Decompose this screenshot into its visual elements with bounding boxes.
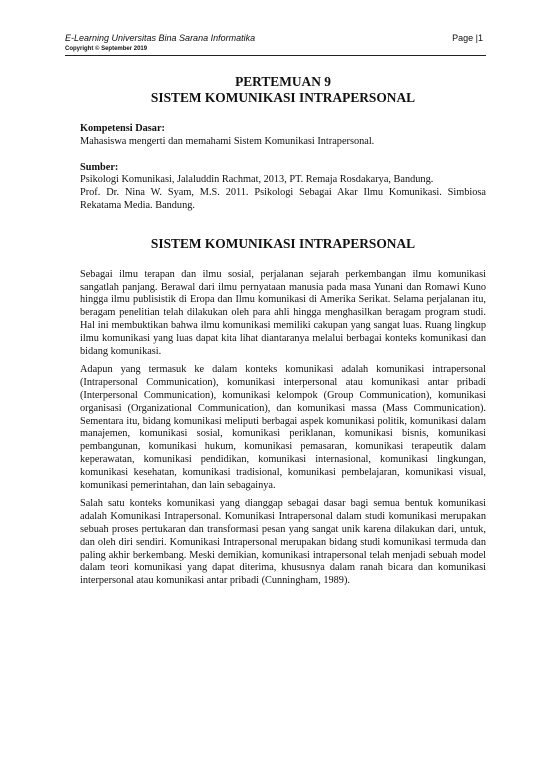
sumber-item-1: Psikologi Komunikasi, Jalaluddin Rachmat, 2013, PT. Remaja Rosdakarya, Bandung. [80, 174, 434, 186]
paragraph-3: Salah satu konteks komunikasi yang dianggap sebagai dasar bagi semua bentuk komunikasi adalah Komunikasi Intrapersonal. Komunikasi Intrapersonal dalam studi komunikasi merupakan sebuah proses pertukaran dan transformasi pesan yang sangat unik karena dilakukan dari, untuk, dan oleh diri sendiri. Komunikasi Intrapersonal merupakan bidang studi komunikasi termuda dan paling akhir berkembang. Meski demikian, komunikasi intrapersonal telah menjadi sebuah model dalam teori komunikasi yang dapat diterima, khususnya dalam ranah bicara dan komunikasi interpersonal atau komunikasi antar pribadi (Cunningham, 1989). [80, 498, 486, 587]
sumber-item-2: Prof. Dr. Nina W. Syam, M.S. 2011. Psikologi Sebagai Akar Ilmu Komunikasi. Simbiosa Rekatama Media. Bandung. [80, 187, 486, 211]
main-title: SISTEM KOMUNIKASI INTRAPERSONAL [150, 90, 416, 105]
meeting-title: PERTEMUAN 9 [235, 74, 331, 89]
header-title: E-Learning Universitas Bina Sarana Informatika [65, 33, 256, 43]
header-divider [65, 55, 486, 56]
section-title: SISTEM KOMUNIKASI INTRAPERSONAL [150, 235, 416, 251]
document-body [80, 74, 486, 588]
kompetensi-label: Kompetensi Dasar: [80, 123, 165, 134]
sumber-label: Sumber: [80, 161, 119, 173]
paragraph-2: Adapun yang termasuk ke dalam konteks komunikasi adalah komunikasi intrapersonal (Intrapersonal Communication), komunikasi interpersonal atau komunikasi antar pribadi (Interpersonal Communication), komunikasi kelompok (Group Communication), komunikasi organisasi (Organizational Communication), dan komunikasi massa (Mass Communication). Sementara itu, bidang komunikasi meliputi berbagai aspek komunikasi politik, komunikasi dalam manajemen, komunikasi sosial, komunikasi periklanan, komunikasi bisnis, komunikasi pembangunan, komunikasi hukum, komunikasi pemasaran, komunikasi terapeutik dalam keperawatan, komunikasi pendidikan, komunikasi internasional, komunikasi lingkungan, komunikasi kesehatan, komunikasi tradisional, komunikasi pembelajaran, komunikasi visual, komunikasi pemerintahan, dan lain sebagainya. [80, 364, 486, 491]
page-number: Page |1 [452, 33, 483, 43]
kompetensi-text: Mahasiswa mengerti dan memahami Sistem Komunikasi Intrapersonal. [80, 135, 375, 147]
copyright-notice: Copyright © September 2019 [65, 46, 148, 52]
paragraph-1: Sebagai ilmu terapan dan ilmu sosial, perjalanan sejarah perkembangan ilmu komunikasi sangatlah panjang. Berawal dari ilmu pernyataan manusia pada masa Yunani dan Romawi Kuno hingga ilmu publisistik di Eropa dan Ilmu komunikasi di Amerika Serikat. Selama perjalanan itu, beragam penelitian telah dilakukan oleh para ahli hingga menghasilkan beragam program studi. Hal ini membuktikan bahwa ilmu komunikasi memiliki cakupan yang sangat luas. Ruang lingkup ilmu komunikasi yang luas dapat kita lihat diantaranya melalui berbagai konteks komunikasi dan bidang komunikasi. [80, 268, 486, 357]
